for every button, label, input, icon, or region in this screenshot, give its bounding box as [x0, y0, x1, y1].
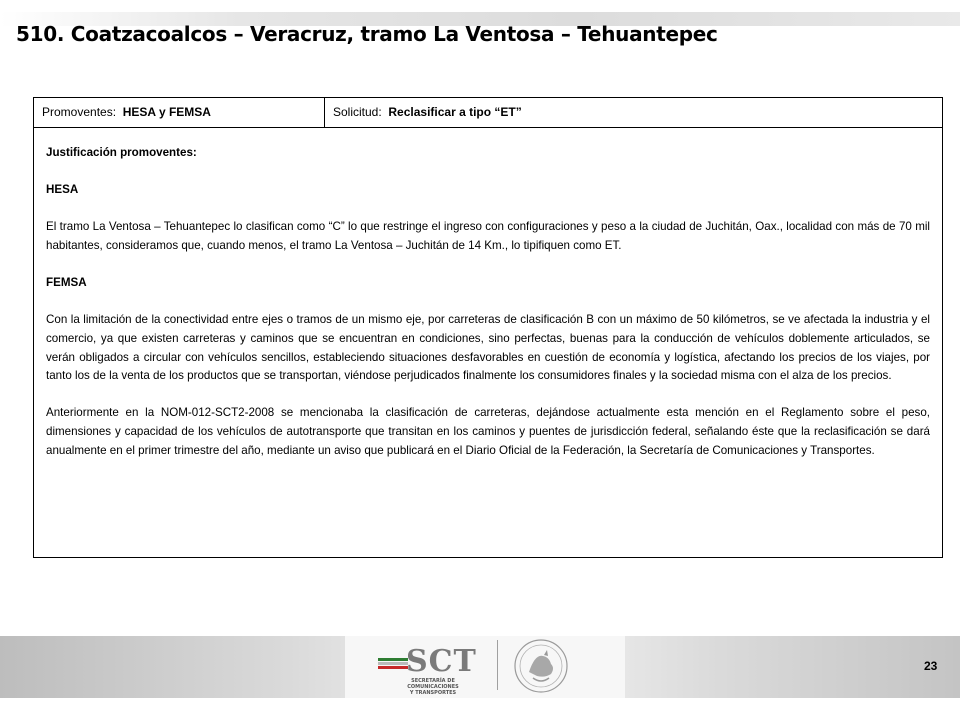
sct-logo-subtitle: SECRETARÍA DE COMUNICACIONES Y TRANSPORTES [407, 678, 459, 696]
sct-logo [378, 642, 478, 700]
promoventes-label: Promoventes: [42, 105, 117, 119]
hesa-title: HESA [46, 183, 79, 197]
sct-logo-text: SCT [406, 644, 477, 679]
justification-title: Justificación promoventes: [46, 146, 197, 159]
table-body [34, 128, 942, 460]
solicitud-value: Reclasificar a tipo “ET” [385, 105, 522, 119]
promoventes-cell [34, 98, 325, 127]
mexican-seal-icon [511, 638, 571, 694]
femsa-title: FEMSA [46, 276, 87, 290]
closing-paragraph: Anteriormente en la NOM-012-SCT2-2008 se mencionaba la clasificación de carreteras, dejándose actualmente esta mención en el Reglamento sobre el peso, dimensiones y capacidad de los vehículos de autotransporte que transitan en los caminos y puentes de jurisdicción federal, señalando éste que la reclasificación se dará anualmente en el primer trimestre del año, mediante un aviso que publicará en el Diario Oficial de la Federación, la Secretaría de Comunicaciones y Transportes. [46, 406, 930, 457]
promoventes-value: HESA y FEMSA [119, 105, 211, 119]
solicitud-label: Solicitud: [333, 105, 382, 119]
hesa-paragraph: El tramo La Ventosa – Tehuantepec lo clasifican como “C” lo que restringe el ingreso con configuraciones y peso a la ciudad de Juchitán, Oax., localidad con más de 70 mil habitantes, consideramos que, cuando menos, el tramo La Ventosa – Juchitán de 14 Km., lo tipifiquen como ET. [46, 220, 930, 252]
content-table [33, 97, 943, 558]
footer-divider [497, 640, 498, 690]
table-header [34, 98, 942, 128]
femsa-paragraph: Con la limitación de la conectividad entre ejes o tramos de un mismo eje, por carreteras de clasificación B con un máximo de 50 kilómetros, se ve afectada la industria y el comercio, ya que existen carreteras y caminos que se encuentran en condiciones, sino perfectas, buenas para la conducción de vehículos doblemente articulados, se verán obligados a circular con vehículos sencillos, estableciendo situaciones desfavorables en cuestión de economía y logística, afectando los precios de los viajes, por tanto los de la venta de los productos que se transportan, viéndose perjudicados finalmente los consumidores finales y la sociedad misma con el alza de los precios. [46, 313, 930, 383]
solicitud-cell [325, 98, 942, 127]
page-title: 510. Coatzacoalcos – Veracruz, tramo La Ventosa – Tehuantepec [16, 22, 718, 46]
flag-stripes-icon [378, 658, 408, 668]
page-number: 23 [924, 659, 938, 673]
